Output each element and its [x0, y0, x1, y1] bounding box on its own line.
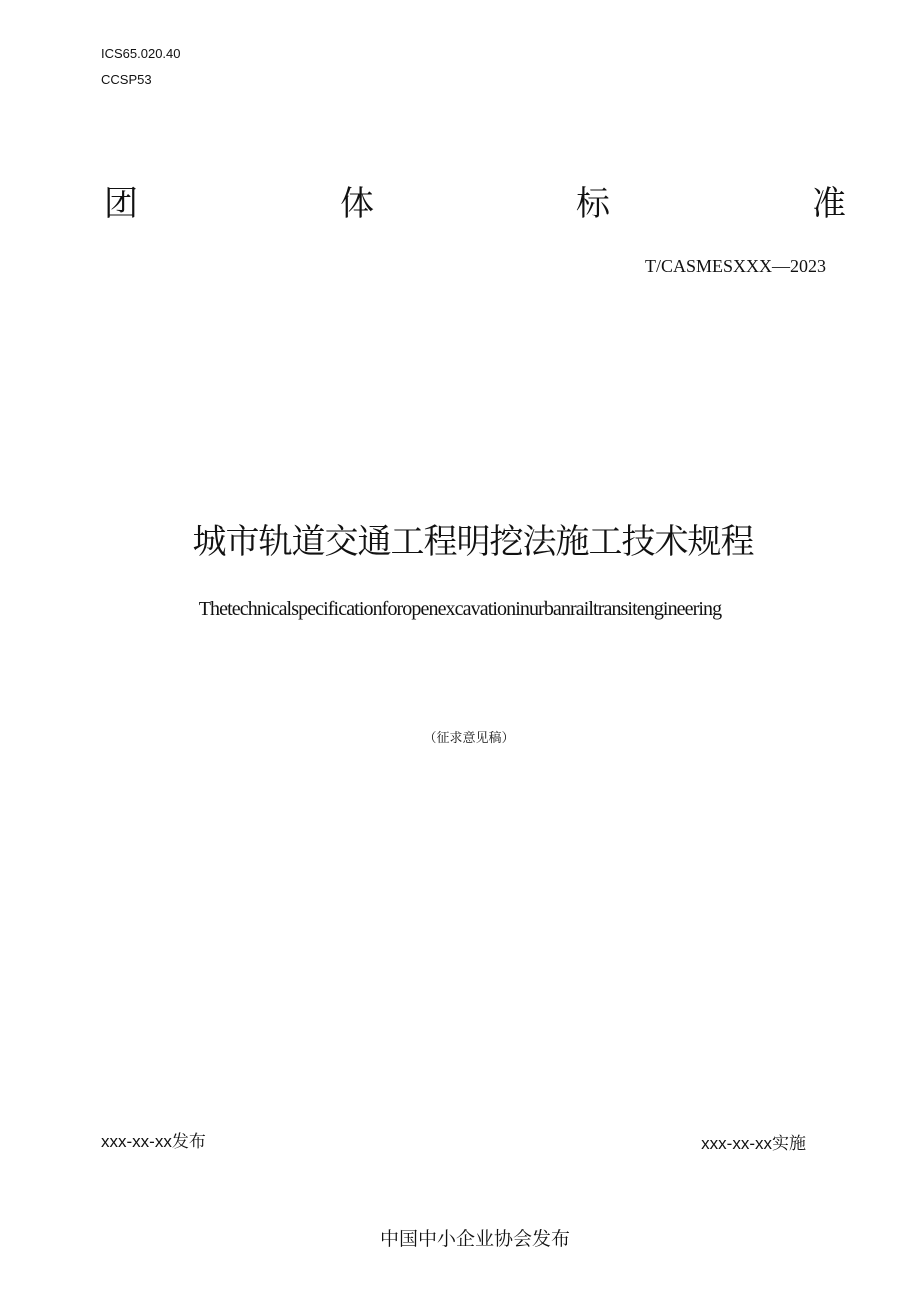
standard-type-char-4: 准	[812, 184, 846, 224]
implementation-date: xxx-xx-xx实施	[701, 1134, 806, 1153]
issue-date: xxx-xx-xx发布	[101, 1132, 206, 1151]
standard-type-char-1: 团	[104, 184, 138, 224]
standard-type-heading	[104, 182, 846, 226]
standard-code: T/CASMESXXX—2023	[644, 256, 826, 276]
draft-status-note: （征求意见稿）	[423, 731, 515, 746]
publisher-line: 中国中小企业协会发布	[379, 1228, 570, 1250]
standard-type-char-3: 标	[576, 184, 610, 224]
standard-type-char-2: 体	[340, 184, 374, 224]
ccs-code: CCSP53	[101, 72, 152, 87]
document-title-chinese: 城市轨道交通工程明挖法施工技术规程	[192, 522, 754, 562]
ics-code: ICS65.020.40	[101, 46, 181, 61]
document-title-english: Thetechnicalspecificationforopenexcavationinurbanrailtransitengineering	[198, 598, 722, 620]
